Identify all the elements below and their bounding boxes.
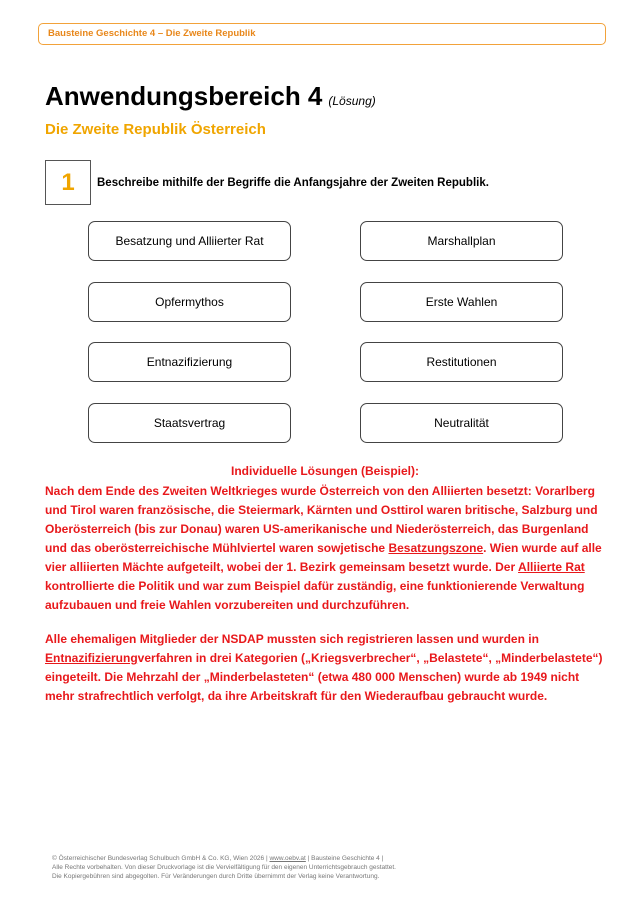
answer-heading: Individuelle Lösungen (Beispiel):: [230, 464, 419, 478]
term-box: Opfermythos: [88, 282, 291, 322]
page-title-main: Anwendungsbereich 4: [45, 81, 323, 111]
page-subtitle: Die Zweite Republik Österreich: [45, 121, 266, 138]
term-box: Restitutionen: [360, 342, 563, 382]
page-title: [45, 81, 376, 112]
answer-paragraph-1: [45, 482, 605, 615]
answer-text: Nach dem Ende des Zweiten Weltkrieges wurde Österreich von den Alliierten besetzt: Vorarlberg und Tirol waren französische, die Steiermark, Kärnten und Osttirol waren britische, Salzburg und Oberösterreich (bis zur Donau) waren US-amerikanische und Niederösterreich, das Burgenland und das oberösterreichische Mühlviertel waren sowjetische: [45, 484, 598, 555]
page-title-sub: (Lösung): [328, 94, 376, 108]
footer-text: © Österreichischer Bundesverlag Schulbuch GmbH & Co. KG, Wien 2026 |: [52, 855, 270, 862]
term-box: Entnazifizierung: [88, 342, 291, 382]
task-instruction: Beschreibe mithilfe der Begriffe die Anfangsjahre der Zweiten Republik.: [97, 177, 489, 189]
answer-text: Alle ehemaligen Mitglieder der NSDAP mussten sich registrieren lassen und wurden in: [45, 632, 539, 646]
footer-text: | Bausteine Geschichte 4 |: [305, 855, 384, 862]
term-box: Staatsvertrag: [88, 403, 291, 443]
footer-line-2: Alle Rechte vorbehalten. Von dieser Druckvorlage ist die Vervielfältigung für den eigenen Unterrichtsgebrauch gestattet.: [52, 864, 396, 871]
answer-keyword: Besatzungszone: [388, 541, 484, 555]
term-box: Neutralität: [360, 403, 563, 443]
term-box: Marshallplan: [360, 221, 563, 261]
publisher-link[interactable]: www.oebv.at: [269, 855, 306, 862]
header-bar: [38, 23, 606, 45]
answer-text: kontrollierte die Politik und war zum Beispiel dafür zuständig, eine funktionierende Verwaltung aufzubauen und freie Wahlen vorzubereiten und durchzuführen.: [45, 579, 585, 612]
answer-keyword: Alliierte Rat: [518, 560, 585, 574]
task-number: 1: [45, 160, 91, 205]
term-box: Besatzung und Alliierter Rat: [88, 221, 291, 261]
footer: [52, 854, 532, 881]
answer-keyword: Entnazifizierung: [45, 651, 138, 665]
answer-text: . Wien wurde auf alle vier alliierten Mächte aufgeteilt, wobei der 1. Bezirk gemeinsam besetzt wurde. Der: [45, 541, 602, 574]
answer-text: verfahren in drei Kategorien („Kriegsverbrecher“, „Belastete“, „Minderbelastete“) eingeteilt. Die Mehrzahl der „Minderbelasteten“ (etwa 480 000 Menschen) wurde ab 1949 nicht mehr strafrechtlich verfolgt, da ihre Arbeitskraft für den Wiederaufbau gebraucht wurde.: [45, 651, 603, 703]
header-label: Bausteine Geschichte 4 – Die Zweite Republik: [48, 28, 256, 39]
term-box: Erste Wahlen: [360, 282, 563, 322]
footer-line-3: Die Kopiergebühren sind abgegolten. Für Veränderungen durch Dritte übernimmt der Verlag keine Verantwortung.: [52, 873, 380, 880]
footer-line-1: [52, 854, 532, 863]
answer-paragraph-2: [45, 630, 605, 706]
